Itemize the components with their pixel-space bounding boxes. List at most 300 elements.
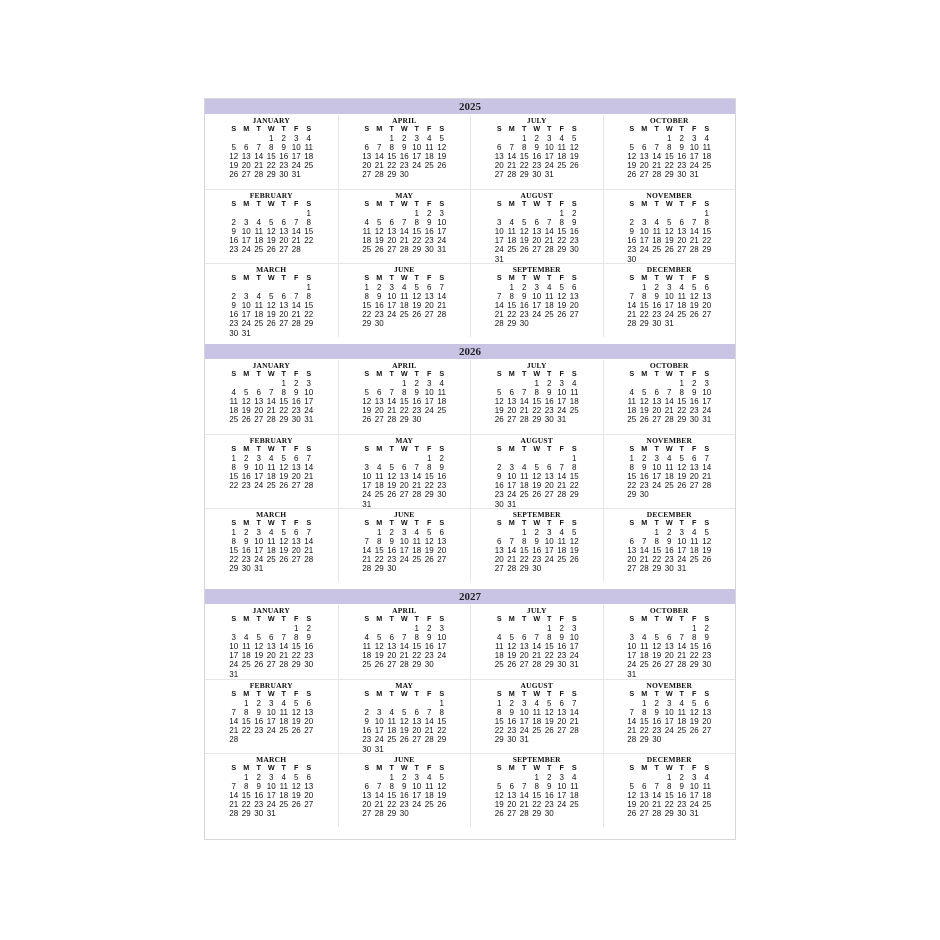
weekday-letter: T bbox=[654, 124, 659, 133]
day-cell: 31 bbox=[437, 245, 447, 255]
day-cell: 14 bbox=[254, 151, 264, 161]
day-cell: 20 bbox=[362, 161, 372, 171]
day-cell: 23 bbox=[399, 800, 409, 810]
day-cell bbox=[556, 170, 569, 179]
weekday-letter: T bbox=[522, 369, 527, 378]
week-row bbox=[626, 800, 714, 809]
weekday-letter: F bbox=[692, 689, 697, 698]
day-cell: 19 bbox=[387, 481, 397, 491]
day-cell: 22 bbox=[374, 555, 384, 565]
day-cell: 4 bbox=[281, 772, 286, 782]
day-cell: 16 bbox=[569, 226, 579, 236]
day-cell: 8 bbox=[497, 707, 502, 717]
day-cell: 8 bbox=[509, 291, 514, 301]
weekday-letter: T bbox=[522, 124, 527, 133]
week-row bbox=[626, 699, 714, 708]
weekday-letter: T bbox=[522, 273, 527, 282]
week-row bbox=[228, 809, 316, 818]
day-cell bbox=[228, 773, 241, 782]
day-cell bbox=[701, 490, 714, 499]
day-cell: 13 bbox=[689, 462, 699, 472]
weekday-letter: M bbox=[508, 614, 515, 623]
day-cell: 19 bbox=[532, 481, 542, 491]
weekday-letter: T bbox=[679, 444, 684, 453]
weekday-letter: T bbox=[679, 273, 684, 282]
day-cell: 2 bbox=[427, 208, 432, 218]
day-cell: 13 bbox=[557, 707, 567, 717]
day-cell: 19 bbox=[362, 406, 372, 416]
week-row bbox=[493, 310, 581, 319]
week-row bbox=[626, 546, 714, 555]
day-cell: 15 bbox=[241, 790, 251, 800]
day-cell bbox=[531, 735, 544, 744]
day-cell bbox=[701, 809, 714, 818]
weekday-letter: W bbox=[267, 369, 275, 378]
weekday-letter: T bbox=[414, 689, 419, 698]
weekday-letter: W bbox=[267, 763, 275, 772]
day-cell: 18 bbox=[532, 716, 542, 726]
day-cell: 2 bbox=[704, 623, 709, 633]
weekday-header bbox=[361, 445, 449, 454]
day-cell: 25 bbox=[279, 726, 289, 736]
day-cell: 8 bbox=[244, 707, 249, 717]
weekday-letter: S bbox=[496, 369, 502, 378]
day-cell: 10 bbox=[304, 387, 314, 397]
day-cell: 1 bbox=[679, 378, 684, 388]
weekday-letter: F bbox=[294, 444, 299, 453]
day-cell: 4 bbox=[692, 527, 697, 537]
month-may-2026 bbox=[338, 434, 471, 508]
week-row bbox=[361, 555, 449, 564]
day-cell: 16 bbox=[412, 396, 422, 406]
day-cell: 21 bbox=[519, 406, 529, 416]
day-cell: 31 bbox=[362, 499, 372, 509]
day-cell: 5 bbox=[679, 453, 684, 463]
day-cell: 28 bbox=[689, 245, 699, 255]
weekday-letter: T bbox=[281, 273, 286, 282]
day-cell: 25 bbox=[266, 555, 276, 565]
weekday-letter: M bbox=[376, 369, 383, 378]
month-name: APRIL bbox=[392, 116, 417, 125]
weekday-header bbox=[626, 519, 714, 528]
week-row bbox=[626, 537, 714, 546]
day-cell: 2 bbox=[306, 623, 311, 633]
week-row bbox=[228, 301, 316, 310]
day-cell: 31 bbox=[677, 564, 687, 574]
week-row bbox=[626, 490, 714, 499]
day-cell: 21 bbox=[362, 555, 372, 565]
week-row bbox=[361, 292, 449, 301]
day-cell bbox=[638, 624, 651, 633]
day-cell bbox=[626, 773, 639, 782]
month-name: MAY bbox=[395, 681, 414, 690]
day-cell: 13 bbox=[387, 226, 397, 236]
month-name: MARCH bbox=[256, 510, 287, 519]
day-cell bbox=[253, 670, 266, 679]
day-cell: 22 bbox=[304, 310, 314, 320]
week-row bbox=[361, 782, 449, 791]
day-cell: 11 bbox=[652, 226, 661, 236]
week-row bbox=[493, 782, 581, 791]
weekday-letter: W bbox=[533, 518, 541, 527]
weekday-letter: T bbox=[389, 273, 394, 282]
day-cell: 22 bbox=[664, 161, 674, 171]
day-cell: 26 bbox=[229, 170, 239, 180]
day-cell: 25 bbox=[677, 726, 687, 736]
week-row bbox=[361, 218, 449, 227]
day-cell: 13 bbox=[627, 545, 637, 555]
day-cell: 10 bbox=[519, 707, 529, 717]
day-cell: 14 bbox=[507, 151, 517, 161]
day-cell: 8 bbox=[522, 142, 527, 152]
day-cell: 16 bbox=[399, 790, 409, 800]
day-cell: 8 bbox=[389, 142, 394, 152]
day-cell bbox=[676, 670, 689, 679]
day-cell: 12 bbox=[374, 226, 384, 236]
day-cell: 29 bbox=[569, 490, 579, 500]
day-cell: 31 bbox=[291, 170, 301, 180]
week-row bbox=[626, 454, 714, 463]
day-cell: 15 bbox=[362, 300, 372, 310]
weekday-letter: W bbox=[665, 199, 673, 208]
day-cell bbox=[265, 735, 278, 744]
week-row bbox=[493, 170, 581, 179]
week-row bbox=[493, 699, 581, 708]
weekday-letter: S bbox=[439, 124, 445, 133]
weekday-letter: S bbox=[364, 518, 370, 527]
day-cell: 4 bbox=[414, 527, 419, 537]
week-row bbox=[361, 209, 449, 218]
day-cell: 17 bbox=[494, 236, 504, 246]
day-cell: 16 bbox=[399, 151, 409, 161]
weekday-letter: M bbox=[641, 614, 648, 623]
day-cell bbox=[638, 528, 651, 537]
weekday-letter: W bbox=[267, 518, 275, 527]
day-cell bbox=[303, 735, 316, 744]
day-cell: 4 bbox=[559, 527, 564, 537]
day-cell: 4 bbox=[439, 378, 444, 388]
week-row bbox=[228, 379, 316, 388]
weekday-letter: T bbox=[547, 124, 552, 133]
day-cell: 5 bbox=[377, 217, 382, 227]
day-cell: 15 bbox=[374, 545, 384, 555]
day-cell: 8 bbox=[559, 217, 564, 227]
weekday-letter: S bbox=[306, 199, 312, 208]
day-cell: 30 bbox=[241, 564, 251, 574]
day-cell bbox=[386, 699, 399, 708]
day-cell: 28 bbox=[664, 415, 674, 425]
day-cell: 1 bbox=[389, 133, 394, 143]
weekday-letter: T bbox=[522, 763, 527, 772]
day-cell: 27 bbox=[254, 415, 264, 425]
day-cell: 3 bbox=[269, 772, 274, 782]
day-cell: 14 bbox=[507, 545, 517, 555]
weekday-header bbox=[493, 764, 581, 773]
weekday-header bbox=[361, 200, 449, 209]
day-cell: 16 bbox=[362, 726, 372, 736]
day-cell: 22 bbox=[519, 161, 529, 171]
day-cell: 3 bbox=[547, 133, 552, 143]
weekday-letter: T bbox=[256, 518, 261, 527]
day-cell bbox=[436, 660, 449, 669]
weekday-letter: S bbox=[496, 199, 502, 208]
day-cell: 4 bbox=[534, 698, 539, 708]
day-cell: 7 bbox=[231, 781, 236, 791]
day-cell: 4 bbox=[244, 632, 249, 642]
day-cell: 19 bbox=[494, 800, 504, 810]
weekday-letter: F bbox=[692, 444, 697, 453]
weekday-letter: T bbox=[281, 369, 286, 378]
day-cell: 16 bbox=[254, 716, 264, 726]
year-block-2026 bbox=[205, 344, 735, 589]
day-cell: 4 bbox=[389, 707, 394, 717]
day-cell: 30 bbox=[557, 660, 567, 670]
day-cell bbox=[568, 564, 581, 573]
day-cell bbox=[626, 283, 639, 292]
week-row bbox=[626, 708, 714, 717]
week-row bbox=[228, 227, 316, 236]
day-cell: 26 bbox=[399, 735, 409, 745]
day-cell bbox=[543, 564, 556, 573]
day-cell bbox=[626, 134, 639, 143]
day-cell: 6 bbox=[704, 282, 709, 292]
day-cell: 10 bbox=[362, 471, 372, 481]
weekday-letter: S bbox=[704, 124, 710, 133]
weekday-letter: W bbox=[665, 273, 673, 282]
day-cell: 20 bbox=[519, 651, 529, 661]
day-cell: 13 bbox=[519, 641, 529, 651]
day-cell: 27 bbox=[519, 660, 529, 670]
week-row bbox=[361, 490, 449, 499]
day-cell: 23 bbox=[412, 406, 422, 416]
day-cell bbox=[626, 209, 639, 218]
day-cell bbox=[303, 245, 316, 254]
day-cell: 1 bbox=[667, 772, 672, 782]
week-row bbox=[228, 642, 316, 651]
day-cell: 8 bbox=[439, 707, 444, 717]
weekday-letter: F bbox=[559, 614, 564, 623]
day-cell: 25 bbox=[702, 800, 712, 810]
day-cell: 31 bbox=[569, 660, 579, 670]
weekday-letter: T bbox=[256, 444, 261, 453]
week-row bbox=[361, 651, 449, 660]
weekday-letter: S bbox=[364, 689, 370, 698]
day-cell: 9 bbox=[377, 291, 382, 301]
week-row bbox=[626, 152, 714, 161]
day-cell: 12 bbox=[569, 142, 579, 152]
day-cell: 6 bbox=[281, 291, 286, 301]
day-cell: 12 bbox=[532, 471, 542, 481]
week-row bbox=[228, 735, 316, 744]
day-cell: 8 bbox=[377, 536, 382, 546]
day-cell: 1 bbox=[281, 378, 286, 388]
day-cell: 13 bbox=[362, 790, 372, 800]
week-row bbox=[626, 670, 714, 679]
day-cell: 31 bbox=[241, 328, 251, 338]
day-cell: 1 bbox=[522, 527, 527, 537]
weekday-letter: W bbox=[400, 199, 408, 208]
weekday-header bbox=[228, 519, 316, 528]
day-cell: 4 bbox=[679, 282, 684, 292]
day-cell: 23 bbox=[279, 161, 289, 171]
weekday-letter: F bbox=[427, 763, 432, 772]
day-cell bbox=[240, 283, 253, 292]
day-cell bbox=[228, 283, 241, 292]
day-cell: 4 bbox=[281, 698, 286, 708]
day-cell: 18 bbox=[677, 716, 687, 726]
day-cell: 4 bbox=[269, 527, 274, 537]
day-cell: 12 bbox=[677, 462, 687, 472]
day-cell: 4 bbox=[256, 291, 261, 301]
weekday-letter: S bbox=[629, 199, 635, 208]
day-cell: 3 bbox=[679, 527, 684, 537]
day-cell: 28 bbox=[399, 245, 409, 255]
weekday-letter: T bbox=[414, 763, 419, 772]
weekday-letter: S bbox=[704, 763, 710, 772]
day-cell: 1 bbox=[364, 282, 369, 292]
week-row bbox=[361, 537, 449, 546]
day-cell bbox=[290, 329, 303, 338]
day-cell bbox=[398, 319, 411, 328]
day-cell: 10 bbox=[702, 387, 712, 397]
month-name: MAY bbox=[395, 436, 414, 445]
weekday-letter: F bbox=[427, 444, 432, 453]
day-cell: 28 bbox=[507, 564, 517, 574]
month-may-2027 bbox=[338, 679, 471, 753]
week-row bbox=[361, 245, 449, 254]
day-cell: 15 bbox=[424, 471, 434, 481]
day-cell: 9 bbox=[667, 536, 672, 546]
day-cell: 24 bbox=[254, 481, 264, 491]
day-cell: 31 bbox=[254, 564, 264, 574]
week-row bbox=[493, 397, 581, 406]
day-cell: 8 bbox=[667, 781, 672, 791]
day-cell bbox=[638, 134, 651, 143]
day-cell bbox=[398, 454, 411, 463]
day-cell: 7 bbox=[534, 632, 539, 642]
day-cell: 7 bbox=[306, 453, 311, 463]
day-cell: 31 bbox=[494, 254, 504, 264]
day-cell: 5 bbox=[629, 142, 634, 152]
day-cell bbox=[411, 319, 424, 328]
day-cell: 19 bbox=[627, 161, 637, 171]
day-cell: 29 bbox=[291, 660, 301, 670]
day-cell: 12 bbox=[702, 536, 712, 546]
weekday-letter: S bbox=[306, 763, 312, 772]
day-cell: 12 bbox=[424, 536, 434, 546]
day-cell: 20 bbox=[569, 300, 579, 310]
day-cell: 27 bbox=[639, 809, 649, 819]
day-cell: 8 bbox=[572, 462, 577, 472]
week-row bbox=[361, 236, 449, 245]
weekday-letter: S bbox=[231, 199, 237, 208]
day-cell: 6 bbox=[389, 217, 394, 227]
week-row bbox=[228, 170, 316, 179]
day-cell: 8 bbox=[547, 632, 552, 642]
month-january-2025 bbox=[205, 115, 338, 189]
day-cell: 4 bbox=[231, 387, 236, 397]
day-cell: 2 bbox=[231, 291, 236, 301]
day-cell: 3 bbox=[306, 378, 311, 388]
day-cell: 4 bbox=[509, 217, 514, 227]
weekday-letter: S bbox=[571, 614, 577, 623]
weekday-letter: F bbox=[559, 763, 564, 772]
weekday-header bbox=[493, 690, 581, 699]
day-cell bbox=[506, 528, 519, 537]
day-cell: 6 bbox=[306, 698, 311, 708]
day-cell: 19 bbox=[291, 716, 301, 726]
day-cell: 1 bbox=[667, 133, 672, 143]
day-cell: 19 bbox=[374, 236, 384, 246]
day-cell: 26 bbox=[702, 555, 712, 565]
weekday-letter: M bbox=[508, 369, 515, 378]
day-cell: 27 bbox=[399, 490, 409, 500]
day-cell: 21 bbox=[627, 726, 637, 736]
day-cell: 7 bbox=[522, 387, 527, 397]
day-cell: 27 bbox=[291, 481, 301, 491]
day-cell: 7 bbox=[414, 462, 419, 472]
month-name: OCTOBER bbox=[649, 116, 689, 125]
weekday-header bbox=[493, 370, 581, 379]
day-cell: 16 bbox=[279, 151, 289, 161]
day-cell bbox=[373, 624, 386, 633]
day-cell: 31 bbox=[507, 499, 517, 509]
day-cell: 30 bbox=[424, 245, 434, 255]
day-cell: 24 bbox=[437, 651, 447, 661]
weekday-letter: S bbox=[231, 689, 237, 698]
day-cell: 4 bbox=[522, 462, 527, 472]
day-cell: 5 bbox=[692, 282, 697, 292]
weekday-letter: M bbox=[243, 763, 250, 772]
day-cell: 28 bbox=[279, 660, 289, 670]
day-cell: 29 bbox=[362, 319, 372, 329]
weekday-letter: F bbox=[294, 124, 299, 133]
weekday-letter: T bbox=[256, 273, 261, 282]
weekday-letter: T bbox=[522, 444, 527, 453]
day-cell bbox=[386, 379, 399, 388]
day-cell: 7 bbox=[439, 282, 444, 292]
weekday-letter: S bbox=[439, 518, 445, 527]
week-row bbox=[493, 800, 581, 809]
weekday-letter: W bbox=[533, 689, 541, 698]
day-cell: 11 bbox=[279, 781, 288, 791]
day-cell bbox=[568, 170, 581, 179]
weekday-letter: T bbox=[654, 199, 659, 208]
day-cell: 22 bbox=[241, 800, 251, 810]
day-cell: 27 bbox=[494, 564, 504, 574]
day-cell: 15 bbox=[437, 716, 447, 726]
day-cell: 18 bbox=[569, 396, 579, 406]
day-cell: 11 bbox=[279, 707, 288, 717]
day-cell: 22 bbox=[544, 651, 554, 661]
day-cell: 26 bbox=[627, 809, 637, 819]
day-cell: 2 bbox=[231, 217, 236, 227]
weekday-letter: W bbox=[665, 614, 673, 623]
day-cell: 7 bbox=[402, 217, 407, 227]
day-cell: 15 bbox=[412, 641, 422, 651]
month-name: DECEMBER bbox=[646, 755, 692, 764]
weekday-letter: M bbox=[508, 444, 515, 453]
day-cell: 15 bbox=[652, 545, 662, 555]
day-cell: 16 bbox=[689, 396, 699, 406]
day-cell: 17 bbox=[266, 790, 276, 800]
day-cell bbox=[506, 454, 519, 463]
day-cell: 20 bbox=[304, 790, 314, 800]
weekday-letter: S bbox=[496, 124, 502, 133]
week-row bbox=[361, 791, 449, 800]
day-cell: 27 bbox=[279, 245, 289, 255]
week-row bbox=[493, 528, 581, 537]
